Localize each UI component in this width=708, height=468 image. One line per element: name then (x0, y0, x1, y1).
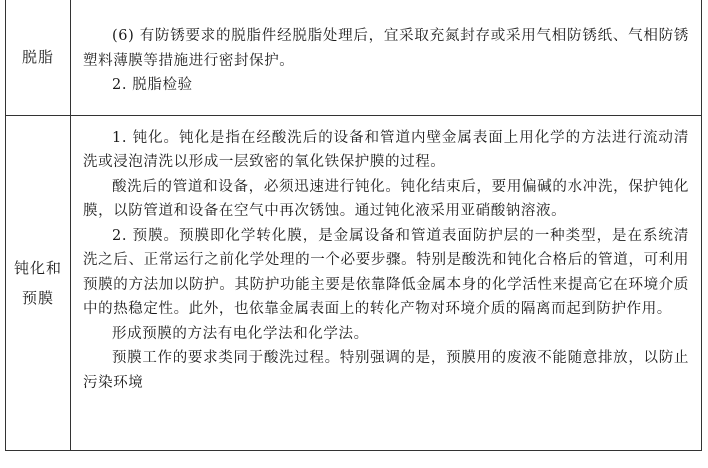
row-label-cell (6, 0, 71, 115)
row-content-cell (71, 115, 702, 450)
row-label-line-1: 钝化和 (13, 258, 62, 277)
table-row-passivation (6, 115, 702, 450)
row-label: 脱脂 (21, 48, 54, 67)
paragraph: 1. 钝化。钝化是指在经酸洗后的设备和管道内壁金属表面上用化学的方法进行流动清洗或浸泡清洗以形成一层致密的氧化铁保护膜的过程。 (83, 129, 689, 170)
document-table (5, 0, 702, 451)
paragraph: 形成预膜的方法有电化学法和化学法。 (112, 325, 369, 342)
paragraph: (6) 有防锈要求的脱脂件经脱脂处理后，宜采取充氮封存或采用气相防锈纸、气相防锈塑料薄膜等措施进行密封保护。 (83, 28, 689, 69)
table-row-degreasing (6, 0, 702, 115)
paragraph: 酸洗后的管道和设备，必须迅速进行钝化。钝化结束后，要用偏碱的水冲洗，保护钝化膜，以防管道和设备在空气中再次锈蚀。通过钝化液采用亚硝酸钠溶液。 (83, 178, 689, 219)
row-label-cell (6, 115, 71, 450)
paragraph: 预膜工作的要求类同于酸洗过程。特别强调的是，预膜用的废液不能随意排放，以防止污染环境 (83, 350, 689, 391)
paragraph: 2. 预膜。预膜即化学转化膜，是金属设备和管道表面防护层的一种类型，是在系统清洗之后、正常运行之前化学处理的一个必要步骤。特别是酸洗和钝化合格后的管道，可利用预膜的方法加以防护。其防护功能主要是依靠降低金属本身的化学活性来提高它在环境介质中的热稳定性。此外，也依靠金属表面上的转化产物对环境介质的隔离而起到防护作用。 (83, 227, 689, 317)
row-content-cell (71, 0, 702, 115)
paragraph: 2. 脱脂检验 (112, 77, 193, 93)
row-label-line-2: 预膜 (21, 288, 54, 307)
